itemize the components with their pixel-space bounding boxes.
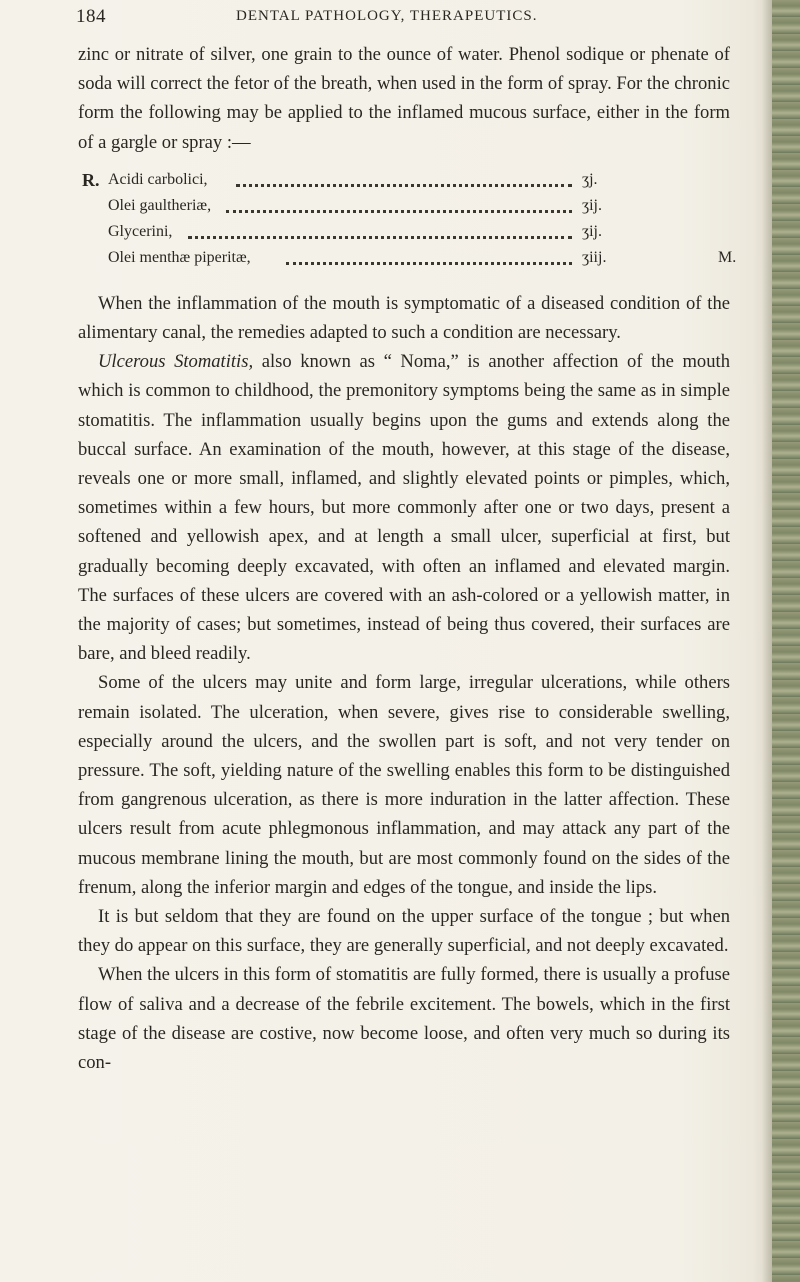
paragraph: Some of the ulcers may unite and form large, irregular ulcerations, while others remain isolated. The ulceration, when severe, gives rise to considerable swelling, especially around the ulcers, and the swollen part is soft, and not very tender on pressure. The soft, yielding nature of the swelling enables this form to be distinguished from gangrenous ulceration, as there is more induration in the latter affection. These ulcers result from acute phlegmonous inflammation, and may attack any part of the mucous membrane lining the mouth, but are most commonly found on the sides of the frenum, along the inferior margin and edges of the tongue, and inside the lips.: [78, 672, 730, 898]
ingredient-quantity: ʒiij.: [582, 248, 607, 266]
paragraph: [78, 347, 730, 668]
prescription-item: [108, 193, 628, 219]
ingredient-name: Glycerini,: [108, 222, 173, 240]
prescription-item: [108, 245, 628, 271]
prescription-item: [108, 167, 628, 193]
paragraph: When the inflammation of the mouth is symptomatic of a diseased condition of the alimentary canal, the remedies adapted to such a condition are necessary.: [78, 292, 730, 344]
prescription: [78, 167, 737, 277]
leader-dots: [286, 260, 572, 265]
ingredient-name: Olei gaultheriæ,: [108, 196, 212, 214]
page-edge-strip: [772, 0, 800, 1282]
page-number: 184: [76, 6, 106, 27]
leader-dots: [226, 208, 572, 213]
body-text: [78, 40, 737, 1077]
paragraph-text: also known as “ Noma,” is another affection of the mouth which is common to childhood, the premonitory symptoms being the same as in simple stomatitis. The inflammation usually begins upon the gums and extends along the buccal surface. An examination of the mouth, however, at this stage of the disease, reveals one or more small, inflamed, and slightly elevated points or pimples, which, sometimes within a few hours, but more commonly after one or two days, present a softened and yellowish apex, and at length a small ulcer, superficial at first, but gradually becoming deeply excavated, with often an inflamed and elevated margin. The surfaces of these ulcers are covered with an ash-colored or a yellowish matter, in the majority of cases; but sometimes, instead of being thus covered, their surfaces are bare, and bleed readily.: [78, 351, 730, 665]
ingredient-name: Acidi carbolici,: [108, 170, 208, 188]
running-title: DENTAL PATHOLOGY, THERAPEUTICS.: [236, 8, 538, 24]
ingredient-quantity: ʒij.: [582, 222, 602, 240]
paragraph: zinc or nitrate of silver, one grain to the ounce of water. Phenol sodique or phenate of soda will correct the fetor of the breath, when used in the form of spray. For the chronic form the following may be applied to the inflamed mucous surface, either in the form of a gargle or spray :—: [78, 44, 730, 153]
ingredient-quantity: ʒij.: [582, 196, 602, 214]
prescription-items: [108, 167, 628, 271]
ingredient-quantity: ʒj.: [582, 170, 598, 188]
ingredient-name: Olei menthæ piperitæ,: [108, 248, 251, 266]
misce-signature: M.: [718, 248, 737, 266]
paragraph: It is but seldom that they are found on the upper surface of the tongue ; but when they do appear on this surface, they are generally superficial, and not deeply excavated.: [78, 906, 730, 957]
section-title: Ulcerous Stomatitis,: [98, 351, 254, 373]
page-edge-shadow: [762, 0, 772, 1282]
paragraph: When the ulcers in this form of stomatitis are fully formed, there is usually a profuse flow of saliva and a decrease of the febrile excitement. The bowels, which in the first stage of the disease are costive, now become loose, and often very much so during its con-: [78, 964, 730, 1074]
leader-dots: [188, 234, 572, 239]
prescription-item: [108, 219, 628, 245]
recipe-symbol: R.: [82, 169, 100, 190]
leader-dots: [236, 182, 572, 187]
